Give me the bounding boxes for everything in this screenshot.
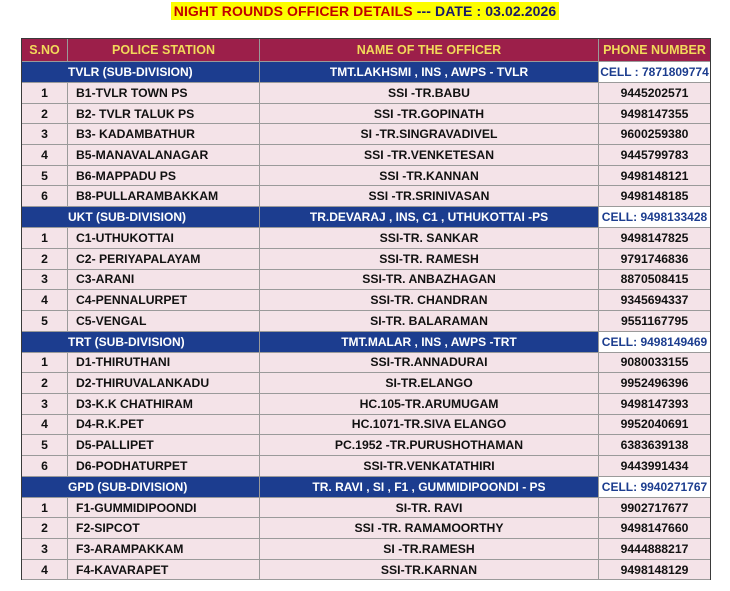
row-sno: 1 xyxy=(22,228,68,249)
row-officer-name: SSI-TR. CHANDRAN xyxy=(260,290,599,311)
row-phone-number: 9498147660 xyxy=(599,518,710,539)
row-police-station: B1-TVLR TOWN PS xyxy=(68,83,260,104)
row-phone-number: 9498148121 xyxy=(599,166,710,187)
row-sno: 6 xyxy=(22,456,68,477)
row-sno: 6 xyxy=(22,186,68,207)
row-sno: 3 xyxy=(22,539,68,560)
row-police-station: D5-PALLIPET xyxy=(68,435,260,456)
subdivision-spacer xyxy=(22,477,68,498)
row-phone-number: 9600259380 xyxy=(599,124,710,145)
title-separator: --- xyxy=(412,3,435,19)
row-officer-name: SSI-TR. RAMESH xyxy=(260,249,599,270)
row-officer-name: SSI -TR. RAMAMOORTHY xyxy=(260,518,599,539)
row-phone-number: 9952496396 xyxy=(599,373,710,394)
table-row xyxy=(22,166,710,187)
row-phone-number: 9443991434 xyxy=(599,456,710,477)
subdivision-name: TRT (SUB-DIVISION) xyxy=(68,332,260,353)
subdivision-row xyxy=(22,332,710,353)
row-sno: 5 xyxy=(22,311,68,332)
row-officer-name: SSI -TR.GOPINATH xyxy=(260,104,599,125)
table-row xyxy=(22,311,710,332)
subdivision-row xyxy=(22,62,710,83)
row-officer-name: SSI-TR. SANKAR xyxy=(260,228,599,249)
row-sno: 5 xyxy=(22,435,68,456)
row-police-station: B6-MAPPADU PS xyxy=(68,166,260,187)
row-sno: 1 xyxy=(22,83,68,104)
row-sno: 2 xyxy=(22,104,68,125)
row-police-station: C1-UTHUKOTTAI xyxy=(68,228,260,249)
row-sno: 5 xyxy=(22,166,68,187)
row-phone-number: 9498147825 xyxy=(599,228,710,249)
row-phone-number: 9952040691 xyxy=(599,415,710,436)
row-phone-number: 9345694337 xyxy=(599,290,710,311)
row-police-station: B2- TVLR TALUK PS xyxy=(68,104,260,125)
row-police-station: D6-PODHATURPET xyxy=(68,456,260,477)
table-row xyxy=(22,290,710,311)
row-officer-name: SSI-TR. ANBAZHAGAN xyxy=(260,270,599,291)
row-police-station: C4-PENNALURPET xyxy=(68,290,260,311)
row-sno: 3 xyxy=(22,394,68,415)
row-sno: 4 xyxy=(22,415,68,436)
subdivision-cell-number: CELL: 9498149469 xyxy=(601,334,708,349)
subdivision-cell-number: CELL : 7871809774 xyxy=(600,65,709,79)
row-phone-number: 6383639138 xyxy=(599,435,710,456)
subdivision-name: GPD (SUB-DIVISION) xyxy=(68,477,260,498)
row-officer-name: SI -TR.RAMESH xyxy=(260,539,599,560)
row-phone-number: 9445202571 xyxy=(599,83,710,104)
table-row xyxy=(22,498,710,519)
row-officer-name: SI-TR. BALARAMAN xyxy=(260,311,599,332)
row-phone-number: 8870508415 xyxy=(599,270,710,291)
row-officer-name: SSI-TR.ANNADURAI xyxy=(260,353,599,374)
page-title xyxy=(171,2,560,20)
row-officer-name: SSI -TR.BABU xyxy=(260,83,599,104)
row-phone-number: 9498148129 xyxy=(599,560,710,581)
row-phone-number: 9498148185 xyxy=(599,186,710,207)
header-sno: S.NO xyxy=(22,39,68,62)
table-row xyxy=(22,83,710,104)
row-sno: 2 xyxy=(22,249,68,270)
row-sno: 2 xyxy=(22,518,68,539)
row-phone-number: 9551167795 xyxy=(599,311,710,332)
title-date: DATE : 03.02.2026 xyxy=(434,3,557,19)
row-sno: 4 xyxy=(22,145,68,166)
subdivision-officer: TMT.LAKHSMI , INS , AWPS - TVLR xyxy=(260,62,599,83)
page-title-bar xyxy=(0,0,730,26)
subdivision-cell-number: CELL: 9940271767 xyxy=(601,479,708,494)
row-police-station: F3-ARAMPAKKAM xyxy=(68,539,260,560)
row-officer-name: SSI -TR.VENKETESAN xyxy=(260,145,599,166)
row-officer-name: SSI -TR.SRINIVASAN xyxy=(260,186,599,207)
row-sno: 1 xyxy=(22,498,68,519)
row-sno: 1 xyxy=(22,353,68,374)
table-row xyxy=(22,270,710,291)
row-sno: 3 xyxy=(22,270,68,291)
row-officer-name: SSI-TR.VENKATATHIRI xyxy=(260,456,599,477)
table-row xyxy=(22,353,710,374)
table-row xyxy=(22,124,710,145)
row-police-station: D4-R.K.PET xyxy=(68,415,260,436)
officer-table xyxy=(21,38,711,580)
row-phone-number: 9498147355 xyxy=(599,104,710,125)
row-phone-number: 9791746836 xyxy=(599,249,710,270)
table-row xyxy=(22,249,710,270)
subdivision-officer: TR.DEVARAJ , INS, C1 , UTHUKOTTAI -PS xyxy=(260,207,599,228)
row-police-station: C3-ARANI xyxy=(68,270,260,291)
row-phone-number: 9498147393 xyxy=(599,394,710,415)
subdivision-cell-number: CELL: 9498133428 xyxy=(601,210,708,225)
row-police-station: B3- KADAMBATHUR xyxy=(68,124,260,145)
row-sno: 4 xyxy=(22,560,68,581)
subdivision-spacer xyxy=(22,62,68,83)
title-main: NIGHT ROUNDS OFFICER DETAILS xyxy=(173,3,413,19)
subdivision-cell xyxy=(599,332,710,353)
row-police-station: F1-GUMMIDIPOONDI xyxy=(68,498,260,519)
table-row xyxy=(22,435,710,456)
row-sno: 4 xyxy=(22,290,68,311)
row-officer-name: SI-TR. RAVI xyxy=(260,498,599,519)
table-row xyxy=(22,228,710,249)
subdivision-cell xyxy=(599,207,710,228)
table-row xyxy=(22,539,710,560)
row-police-station: F4-KAVARAPET xyxy=(68,560,260,581)
row-police-station: D1-THIRUTHANI xyxy=(68,353,260,374)
row-officer-name: SSI-TR.KARNAN xyxy=(260,560,599,581)
row-officer-name: SI -TR.SINGRAVADIVEL xyxy=(260,124,599,145)
row-police-station: C2- PERIYAPALAYAM xyxy=(68,249,260,270)
subdivision-name: UKT (SUB-DIVISION) xyxy=(68,207,260,228)
subdivision-row xyxy=(22,207,710,228)
header-phone: PHONE NUMBER xyxy=(599,39,710,62)
subdivision-spacer xyxy=(22,332,68,353)
table-header-row xyxy=(22,38,710,62)
header-station: POLICE STATION xyxy=(68,39,260,62)
table-row xyxy=(22,415,710,436)
row-police-station: F2-SIPCOT xyxy=(68,518,260,539)
row-phone-number: 9444888217 xyxy=(599,539,710,560)
subdivision-spacer xyxy=(22,207,68,228)
row-officer-name: HC.105-TR.ARUMUGAM xyxy=(260,394,599,415)
table-row xyxy=(22,560,710,581)
table-row xyxy=(22,104,710,125)
row-phone-number: 9080033155 xyxy=(599,353,710,374)
row-sno: 2 xyxy=(22,373,68,394)
subdivision-cell xyxy=(599,477,710,498)
table-row xyxy=(22,186,710,207)
row-officer-name: SI-TR.ELANGO xyxy=(260,373,599,394)
row-officer-name: HC.1071-TR.SIVA ELANGO xyxy=(260,415,599,436)
subdivision-officer: TMT.MALAR , INS , AWPS -TRT xyxy=(260,332,599,353)
subdivision-officer: TR. RAVI , SI , F1 , GUMMIDIPOONDI - PS xyxy=(260,477,599,498)
subdivision-name: TVLR (SUB-DIVISION) xyxy=(68,62,260,83)
row-phone-number: 9445799783 xyxy=(599,145,710,166)
table-row xyxy=(22,394,710,415)
table-row xyxy=(22,145,710,166)
row-police-station: D2-THIRUVALANKADU xyxy=(68,373,260,394)
row-police-station: D3-K.K CHATHIRAM xyxy=(68,394,260,415)
row-police-station: B5-MANAVALANAGAR xyxy=(68,145,260,166)
table-row xyxy=(22,518,710,539)
header-officer: NAME OF THE OFFICER xyxy=(260,39,599,62)
row-officer-name: PC.1952 -TR.PURUSHOTHAMAN xyxy=(260,435,599,456)
row-sno: 3 xyxy=(22,124,68,145)
row-officer-name: SSI -TR.KANNAN xyxy=(260,166,599,187)
row-police-station: C5-VENGAL xyxy=(68,311,260,332)
subdivision-row xyxy=(22,477,710,498)
row-phone-number: 9902717677 xyxy=(599,498,710,519)
subdivision-cell xyxy=(599,62,710,83)
table-row xyxy=(22,456,710,477)
table-row xyxy=(22,373,710,394)
row-police-station: B8-PULLARAMBAKKAM xyxy=(68,186,260,207)
